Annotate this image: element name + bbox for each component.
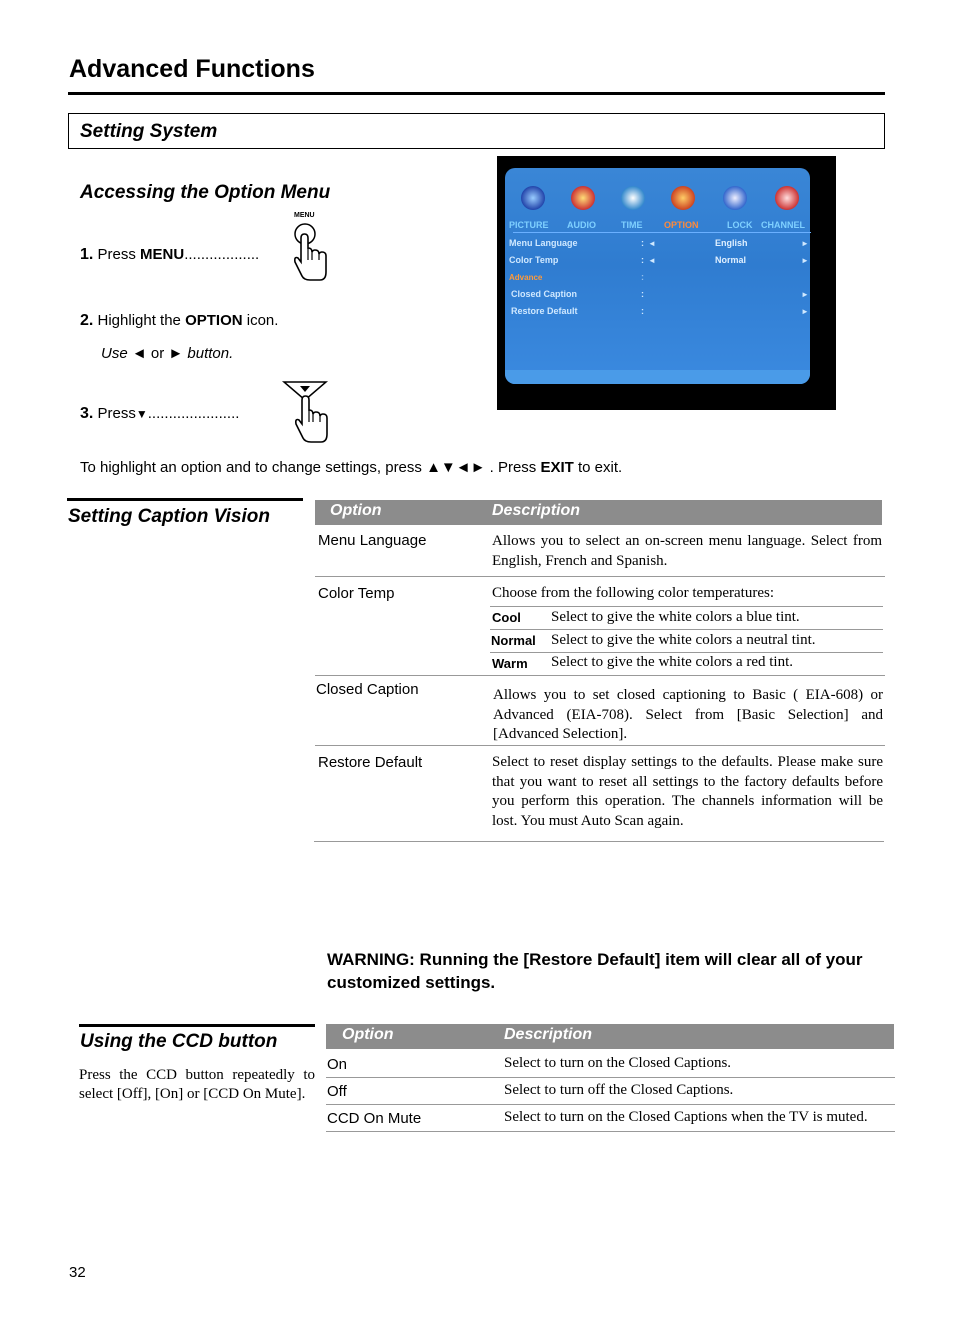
color-temp-warm: Warm bbox=[492, 656, 528, 671]
note-text: To highlight an option and to change settings, press ▲▼◄► . Press bbox=[80, 459, 541, 476]
table-divider bbox=[490, 606, 883, 607]
step-1-dots: .................. bbox=[184, 246, 260, 263]
header-option: Option bbox=[330, 502, 382, 519]
tv-panel-footer bbox=[505, 370, 810, 384]
tv-row-advance: Advance bbox=[509, 273, 543, 282]
step-2 bbox=[80, 312, 278, 330]
tv-tab-time: TIME bbox=[621, 220, 643, 230]
tv-colon: : bbox=[641, 289, 644, 299]
caption-vision-rule bbox=[67, 498, 303, 501]
tv-right-arrow-icon: ► bbox=[801, 256, 809, 265]
color-temp-cool: Cool bbox=[492, 610, 521, 625]
note-end: to exit. bbox=[573, 459, 623, 476]
step-1-number: 1. bbox=[80, 246, 94, 263]
step-3-text: Press bbox=[97, 405, 136, 422]
table-divider bbox=[315, 675, 885, 676]
step-3 bbox=[80, 405, 239, 423]
section-title: Setting System bbox=[80, 121, 218, 142]
tv-row-color-temp: Color Temp bbox=[509, 255, 559, 265]
step-2-instruction bbox=[101, 345, 233, 362]
option-icon bbox=[671, 186, 695, 210]
down-arrow-icon: ▼ bbox=[135, 407, 148, 421]
use-text: Use bbox=[101, 345, 132, 362]
left-arrow-icon: ◄ bbox=[131, 345, 147, 362]
option-restore-default: Restore Default bbox=[318, 754, 423, 771]
title-divider bbox=[68, 92, 885, 95]
page-number: 32 bbox=[69, 1264, 86, 1281]
header-description: Description bbox=[492, 502, 581, 519]
channel-icon bbox=[775, 186, 799, 210]
step-3-number: 3. bbox=[80, 405, 94, 422]
navigation-note bbox=[80, 459, 622, 476]
ccd-heading: Using the CCD button bbox=[80, 1031, 278, 1052]
tv-tab-option: OPTION bbox=[664, 220, 699, 230]
tv-tab-audio: AUDIO bbox=[567, 220, 596, 230]
tv-right-arrow-icon: ► bbox=[801, 290, 809, 299]
table-divider bbox=[315, 576, 885, 577]
pointing-hand-down-icon bbox=[280, 378, 332, 446]
ccd-desc-on: Select to turn on the Closed Captions. bbox=[504, 1055, 732, 1071]
tv-value-language: English bbox=[715, 238, 748, 248]
tv-left-arrow-icon: ◄ bbox=[648, 256, 656, 265]
tv-row-restore-default: Restore Default bbox=[511, 306, 578, 316]
ccd-description: Press the CCD button repeatedly to select [Off], [On] or [CCD On Mute]. bbox=[79, 1067, 315, 1102]
ccd-desc-off: Select to turn off the Closed Captions. bbox=[504, 1082, 734, 1098]
color-temp-normal-desc: Select to give the white colors a neutral tint. bbox=[551, 632, 816, 648]
step-1-text: Press bbox=[97, 246, 141, 263]
step-2-end: icon. bbox=[242, 312, 279, 329]
table-divider bbox=[326, 1077, 895, 1078]
tv-tab-channel: CHANNEL bbox=[761, 220, 805, 230]
tv-right-arrow-icon: ► bbox=[801, 307, 809, 316]
ccd-rule bbox=[79, 1024, 315, 1027]
ccd-option-on-mute: CCD On Mute bbox=[327, 1110, 422, 1127]
header-description: Description bbox=[504, 1026, 593, 1043]
table-divider bbox=[326, 1104, 895, 1105]
header-option: Option bbox=[342, 1026, 394, 1043]
menu-icon-label: MENU bbox=[294, 212, 315, 219]
tv-value-color-temp: Normal bbox=[715, 255, 747, 265]
tv-colon: : bbox=[641, 255, 644, 265]
audio-icon bbox=[571, 186, 595, 210]
tv-row-menu-language: Menu Language bbox=[509, 238, 578, 248]
desc-closed-caption: Allows you to set closed captioning to Basic ( EIA-608) or Advanced (EIA-708). Select from [Basic Selection] and [Advanced Selection]. bbox=[493, 687, 883, 742]
right-arrow-icon: ► bbox=[168, 345, 184, 362]
option-closed-caption: Closed Caption bbox=[316, 681, 419, 698]
step-2-bold: OPTION bbox=[185, 312, 243, 329]
caption-table-header bbox=[315, 500, 882, 525]
tv-row-closed-caption: Closed Caption bbox=[511, 289, 578, 299]
or-text: or bbox=[146, 345, 169, 362]
tv-separator bbox=[513, 232, 811, 233]
time-icon bbox=[621, 186, 645, 210]
table-divider bbox=[315, 745, 885, 746]
tv-tab-lock: LOCK bbox=[727, 220, 753, 230]
table-divider bbox=[326, 1131, 895, 1132]
color-temp-warm-desc: Select to give the white colors a red tint. bbox=[551, 654, 794, 670]
step-3-dots: ...................... bbox=[147, 405, 240, 422]
option-color-temp: Color Temp bbox=[318, 585, 395, 602]
table-divider bbox=[490, 629, 883, 630]
ccd-option-off: Off bbox=[327, 1083, 347, 1100]
step-2-text: Highlight the bbox=[97, 312, 186, 329]
tv-colon: : bbox=[641, 272, 644, 282]
option-menu-language: Menu Language bbox=[318, 532, 427, 549]
step-1 bbox=[80, 246, 259, 264]
color-temp-normal: Normal bbox=[491, 633, 536, 648]
tv-tab-picture: PICTURE bbox=[509, 220, 549, 230]
button-text: button. bbox=[183, 345, 234, 362]
accessing-heading: Accessing the Option Menu bbox=[80, 182, 331, 203]
pointing-hand-menu-icon bbox=[288, 220, 332, 284]
desc-color-temp: Choose from the following color temperatures: bbox=[492, 585, 775, 601]
tv-right-arrow-icon: ► bbox=[801, 239, 809, 248]
desc-restore-default: Select to reset display settings to the defaults. Please make sure that you want to reset all settings to the factory defaults before you perform this operation. The channels information will be lost. You must Auto Scan again. bbox=[492, 754, 883, 829]
tv-colon: : bbox=[641, 238, 644, 248]
ccd-table-header bbox=[326, 1024, 894, 1049]
color-temp-cool-desc: Select to give the white colors a blue tint. bbox=[551, 609, 800, 625]
step-1-bold: MENU bbox=[140, 246, 185, 263]
page-title: Advanced Functions bbox=[69, 55, 315, 83]
exit-label: EXIT bbox=[540, 459, 574, 476]
lock-icon bbox=[723, 186, 747, 210]
tv-menu-screenshot bbox=[497, 156, 836, 410]
warning-text: WARNING: Running the [Restore Default] item will clear all of your customized settings. bbox=[327, 950, 863, 992]
tv-colon: : bbox=[641, 306, 644, 316]
table-divider bbox=[314, 841, 884, 842]
tv-left-arrow-icon: ◄ bbox=[648, 239, 656, 248]
caption-vision-heading: Setting Caption Vision bbox=[68, 506, 270, 527]
step-2-number: 2. bbox=[80, 312, 94, 329]
picture-icon bbox=[521, 186, 545, 210]
tv-menu-panel bbox=[505, 168, 810, 384]
desc-menu-language: Allows you to select an on-screen menu language. Select from English, French and Spanish. bbox=[492, 533, 882, 569]
ccd-option-on: On bbox=[327, 1056, 348, 1073]
section-header-box bbox=[68, 113, 885, 149]
table-divider bbox=[490, 652, 883, 653]
ccd-desc-on-mute: Select to turn on the Closed Captions when the TV is muted. bbox=[504, 1109, 868, 1125]
